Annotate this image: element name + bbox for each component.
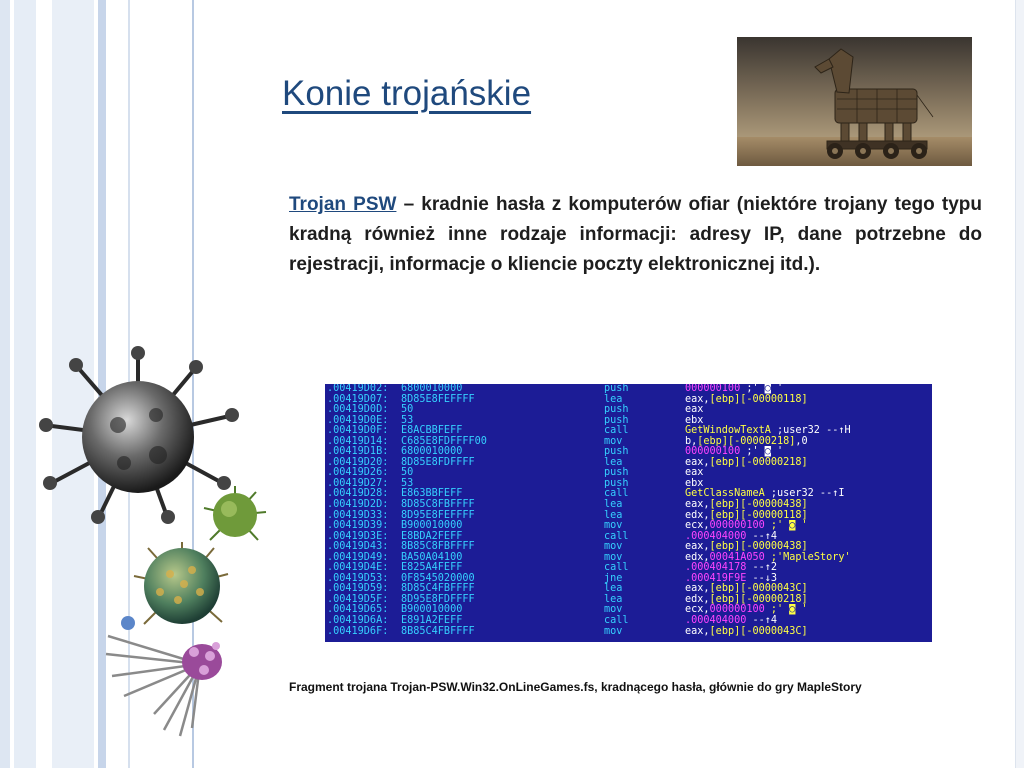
description-paragraph — [289, 190, 982, 280]
trojan-horse-image — [737, 37, 972, 166]
code-bytes: E891A2FEFF — [401, 615, 463, 627]
code-row — [325, 627, 932, 638]
code-bytes: BA50A04100 — [401, 551, 463, 563]
code-address: .00419D0E: — [327, 414, 389, 426]
code-mnemonic: mov — [604, 520, 623, 532]
slide-title: Konie trojańskie — [282, 74, 532, 113]
code-address: .00419D0F: — [327, 425, 389, 437]
code-mnemonic: push — [604, 446, 629, 458]
code-address: .00419D3E: — [327, 530, 389, 542]
code-bytes: 50 — [401, 404, 414, 416]
code-mnemonic: jne — [604, 572, 623, 584]
code-address: .00419D59: — [327, 583, 389, 595]
code-mnemonic: lea — [604, 393, 623, 405]
code-address: .00419D26: — [327, 467, 389, 479]
code-mnemonic: call — [604, 425, 629, 437]
code-mnemonic: lea — [604, 593, 623, 605]
code-bytes: E825A4FEFF — [401, 562, 463, 574]
code-mnemonic: push — [604, 467, 629, 479]
code-caption: Fragment trojana Trojan-PSW.Win32.OnLineGames.fs, kradnącego hasła, głównie do gry MapleStory — [289, 680, 862, 694]
description-text: – kradnie hasła z komputerów ofiar (niektóre trojany tego typu kradną również inne rodzaje informacji: adresy IP, dane potrzebne do rejestracji, informacje o kliencie poczty elektronicznej itd.). — [289, 194, 982, 275]
virus-illustration-purple — [104, 610, 230, 740]
code-address: .00419D1B: — [327, 446, 389, 458]
code-bytes: 8D85C4FBFFFF — [401, 583, 475, 595]
code-operand: b,[ebp][-00000218],0 — [685, 435, 808, 447]
code-mnemonic: push — [604, 384, 629, 394]
code-operand: 000000100 ;' ◙ ' — [685, 384, 784, 394]
code-mnemonic: lea — [604, 456, 623, 468]
code-mnemonic: lea — [604, 509, 623, 521]
code-mnemonic: mov — [604, 541, 623, 553]
code-operand: ebx — [685, 414, 704, 426]
code-address: .00419D2D: — [327, 499, 389, 511]
code-mnemonic: mov — [604, 551, 623, 563]
code-mnemonic: push — [604, 477, 629, 489]
code-mnemonic: push — [604, 404, 629, 416]
code-bytes: 8B85C8FBFFFF — [401, 541, 475, 553]
code-bytes: 6800010000 — [401, 384, 463, 394]
code-address: .00419D49: — [327, 551, 389, 563]
code-address: .00419D65: — [327, 604, 389, 616]
code-mnemonic: call — [604, 530, 629, 542]
code-operand: eax,[ebp][-0000043C] — [685, 625, 808, 637]
code-operand: eax,[ebp][-00000218] — [685, 456, 808, 468]
code-bytes: 0F8545020000 — [401, 572, 475, 584]
code-operand: 000000100 ;' ◙ ' — [685, 446, 784, 458]
code-operand: .000404178 --↑2 — [685, 562, 778, 574]
decor-stripe — [0, 0, 10, 768]
code-operand: GetWindowTextA ;user32 --↑H — [685, 425, 851, 437]
code-operand: ecx,000000100 ;' ◙ ' — [685, 604, 808, 616]
code-address: .00419D02: — [327, 384, 389, 394]
decor-stripe — [14, 0, 36, 768]
code-address: .00419D0D: — [327, 404, 389, 416]
disassembly-listing — [325, 384, 932, 642]
code-bytes: B900010000 — [401, 520, 463, 532]
code-mnemonic: mov — [604, 625, 623, 637]
code-operand: ebx — [685, 477, 704, 489]
code-bytes: B900010000 — [401, 604, 463, 616]
decor-dot — [121, 616, 135, 630]
code-row — [325, 616, 932, 627]
code-operand: .000404000 --↑4 — [685, 615, 778, 627]
code-bytes: 50 — [401, 467, 414, 479]
code-address: .00419D14: — [327, 435, 389, 447]
code-bytes: 8D95E8FDFFFF — [401, 593, 475, 605]
code-address: .00419D20: — [327, 456, 389, 468]
code-mnemonic: mov — [604, 435, 623, 447]
code-bytes: 8B85C4FBFFFF — [401, 625, 475, 637]
code-bytes: 8D85C8FBFFFF — [401, 499, 475, 511]
code-operand: eax,[ebp][-00000438] — [685, 541, 808, 553]
code-address: .00419D43: — [327, 541, 389, 553]
code-operand: edx,[ebp][-00000118] — [685, 509, 808, 521]
code-operand: eax,[ebp][-00000118] — [685, 393, 808, 405]
code-mnemonic: mov — [604, 604, 623, 616]
code-address: .00419D07: — [327, 393, 389, 405]
code-bytes: C685E8FDFFFF00 — [401, 435, 487, 447]
decor-stripe-right — [1015, 0, 1024, 768]
code-address: .00419D4E: — [327, 562, 389, 574]
code-mnemonic: call — [604, 488, 629, 500]
code-bytes: E8ACBBFEFF — [401, 425, 463, 437]
code-row — [325, 384, 932, 395]
code-bytes: E8BDA2FEFF — [401, 530, 463, 542]
code-mnemonic: call — [604, 615, 629, 627]
code-bytes: 8D95E8FEFFFF — [401, 509, 475, 521]
code-bytes: E863BBFEFF — [401, 488, 463, 500]
code-operand: edx,00041A050 ;'MapleStory' — [685, 551, 851, 563]
code-bytes: 6800010000 — [401, 446, 463, 458]
code-address: .00419D33: — [327, 509, 389, 521]
code-mnemonic: call — [604, 562, 629, 574]
code-address: .00419D27: — [327, 477, 389, 489]
code-address: .00419D39: — [327, 520, 389, 532]
code-row — [325, 500, 932, 511]
code-operand: .000419F9E --↓3 — [685, 572, 778, 584]
virus-illustration-green — [200, 484, 270, 546]
code-bytes: 53 — [401, 414, 414, 426]
code-address: .00419D5F: — [327, 593, 389, 605]
code-operand: .000404000 --↑4 — [685, 530, 778, 542]
code-bytes: 8D85E8FDFFFF — [401, 456, 475, 468]
code-operand: ecx,000000100 ;' ◙ ' — [685, 520, 808, 532]
code-bytes: 53 — [401, 477, 414, 489]
code-address: .00419D6A: — [327, 615, 389, 627]
code-operand: eax,[ebp][-00000438] — [685, 499, 808, 511]
code-operand: eax,[ebp][-0000043C] — [685, 583, 808, 595]
code-bytes: 8D85E8FEFFFF — [401, 393, 475, 405]
code-operand: GetClassNameA ;user32 --↑I — [685, 488, 845, 500]
code-address: .00419D53: — [327, 572, 389, 584]
code-operand: eax — [685, 404, 704, 416]
code-address: .00419D28: — [327, 488, 389, 500]
code-mnemonic: lea — [604, 499, 623, 511]
code-mnemonic: push — [604, 414, 629, 426]
code-operand: eax — [685, 467, 704, 479]
code-mnemonic: lea — [604, 583, 623, 595]
trojan-psw-link[interactable]: Trojan PSW — [289, 194, 397, 215]
code-address: .00419D6F: — [327, 625, 389, 637]
code-operand: edx,[ebp][-00000218] — [685, 593, 808, 605]
